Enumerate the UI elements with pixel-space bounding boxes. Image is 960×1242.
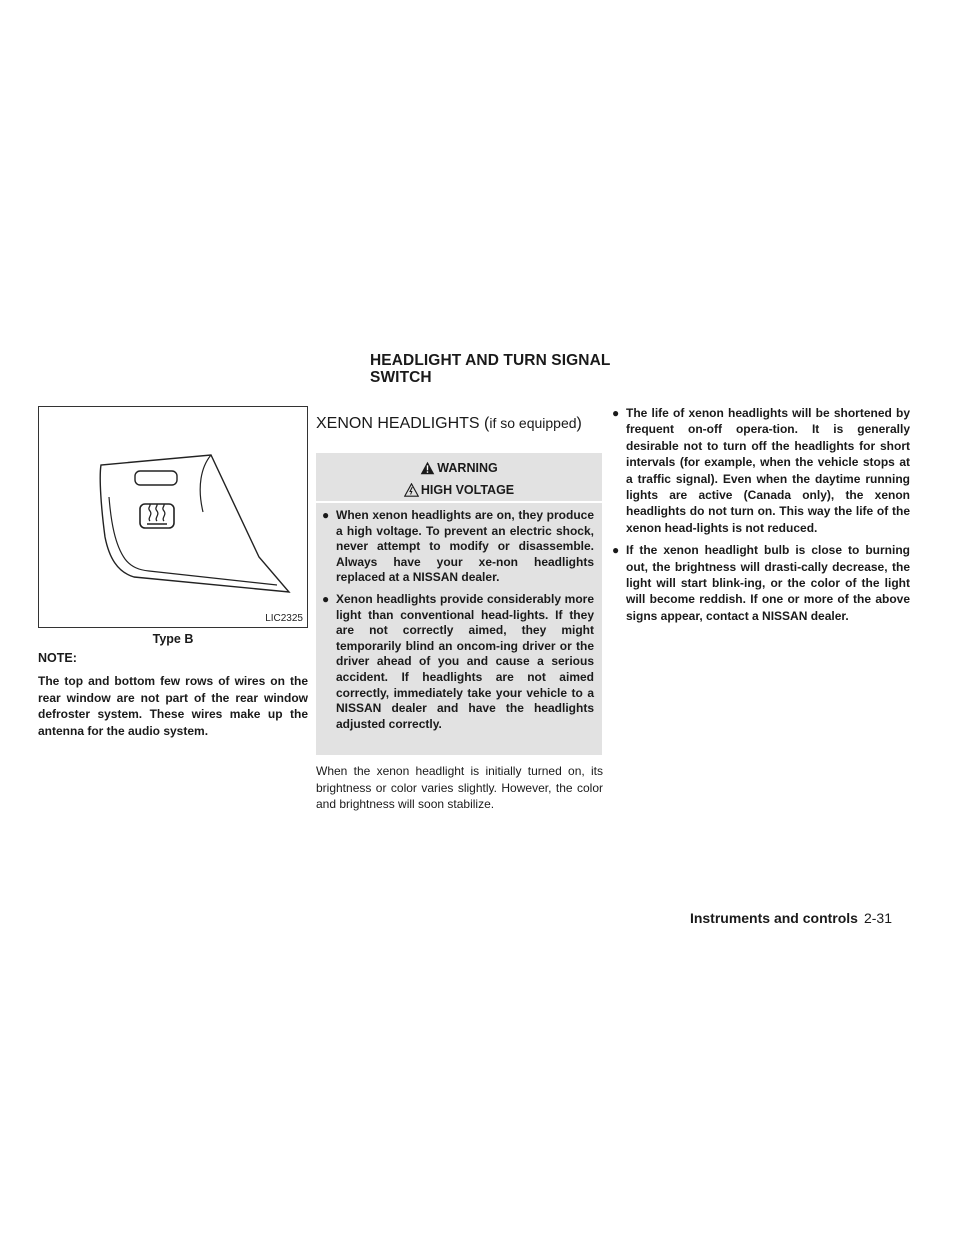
figure-caption: Type B	[152, 632, 194, 646]
warning-triangle-icon	[420, 461, 435, 475]
list-item: ● Xenon headlights provide considerably more light than conventional head-lights. If they are not correctly aimed, they might temporarily blind an oncom-ing driver or the driver ahead of you and cause a serious accident. If headlights are not aimed correctly, immediately take your vehicle to a NISSAN dealer and have the headlights adjusted correctly.	[322, 591, 594, 731]
rear-defroster-icon	[140, 504, 174, 528]
xenon-headlights-title: XENON HEADLIGHTS (if so equipped)	[316, 415, 582, 432]
defroster-figure	[38, 406, 308, 628]
section-heading: HEADLIGHT AND TURN SIGNAL SWITCH	[370, 352, 611, 386]
xenon-notes-list	[612, 405, 910, 630]
warning-header	[316, 453, 602, 503]
list-item: ● When xenon headlights are on, they produce a high voltage. To prevent an electric shock, never attempt to modify or disassemble. Always have your xe-non headlights replaced at a NISSAN dealer.	[322, 508, 594, 585]
page-footer	[690, 910, 892, 926]
note-body: The top and bottom few rows of wires on the rear window are not part of the rear window defroster system. These wires make up the antenna for the audio system.	[38, 674, 308, 738]
list-item: ● If the xenon headlight bulb is close to burning out, the brightness will drasti-cally decrease, the light will start blink-ing, or the color of the light will become reddish. If one or more of the above signs appear, contact a NISSAN dealer.	[612, 543, 910, 623]
xenon-intro-text: When the xenon headlight is initially turned on, its brightness or color varies slightly. However, the color and brightness will soon stabilize.	[316, 764, 603, 812]
footer-section-name: Instruments and controls	[689, 910, 858, 926]
page-number: 2-31	[863, 910, 892, 926]
warning-list	[316, 503, 602, 732]
note-title: NOTE:	[38, 651, 77, 665]
warning-box	[316, 453, 602, 755]
list-item: ● The life of xenon headlights will be shortened by frequent on-off opera-tion. It is generally desirable not to turn off the headlights for short intervals (for example, when the vehicle stops at a traffic signal). Even when the daytime running lights are active (Canada only), the xenon headlights do not turn on. This way the life of the xenon head-lights is not reduced.	[612, 406, 910, 535]
warning-label: WARNING	[437, 460, 498, 475]
high-voltage-label: HIGH VOLTAGE	[420, 482, 515, 497]
high-voltage-icon	[404, 483, 419, 497]
defroster-switch-illustration	[39, 407, 307, 627]
figure-code: LIC2325	[265, 613, 303, 624]
